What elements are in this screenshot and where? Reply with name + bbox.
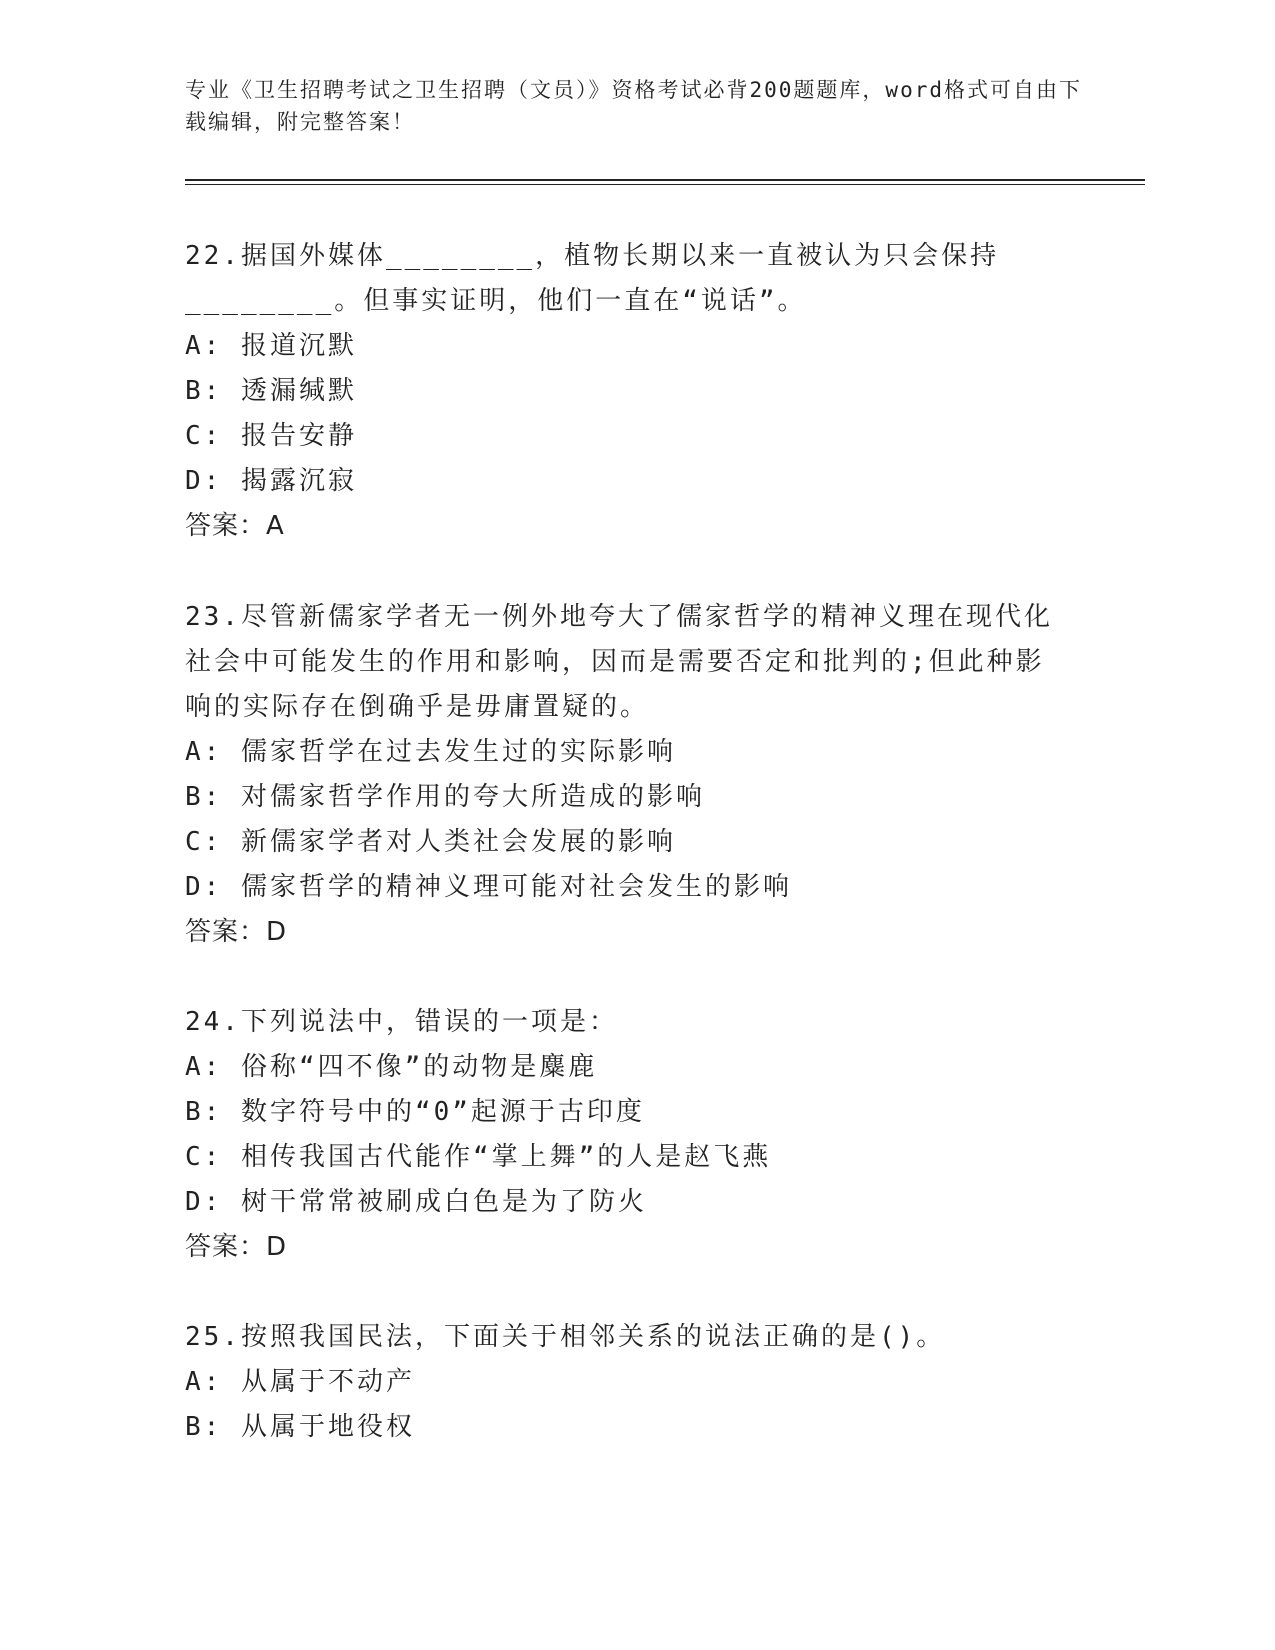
document-header: 专业《卫生招聘考试之卫生招聘（文员）》资格考试必背200题题库，word格式可自由下载编辑，附完整答案！: [185, 78, 1082, 134]
option-a: A: 报道沉默: [185, 331, 357, 361]
answer-label: 答案：D: [185, 917, 288, 947]
header-divider-thin: [185, 184, 1145, 185]
option-a: A: 从属于不动产: [185, 1367, 415, 1397]
option-d: D: 树干常常被刷成白色是为了防火: [185, 1187, 647, 1217]
question-stem: 23.尽管新儒家学者无一例外地夸大了儒家哲学的精神义理在现代化社会中可能发生的作用和影响，因而是需要否定和批判的;但此种影响的实际存在倒确乎是毋庸置疑的。: [185, 602, 1053, 722]
question-25: [185, 1315, 1065, 1450]
header-divider-thick: [185, 179, 1145, 181]
option-d: D: 儒家哲学的精神义理可能对社会发生的影响: [185, 872, 792, 902]
answer-label: 答案：D: [185, 1232, 288, 1262]
question-22: [185, 234, 1065, 549]
question-stem: 24.下列说法中，错误的一项是：: [185, 1007, 618, 1037]
answer-label: 答案：A: [185, 511, 285, 541]
option-a: A: 儒家哲学在过去发生过的实际影响: [185, 737, 676, 767]
question-stem: 22.据国外媒体________，植物长期以来一直被认为只会保持________。但事实证明，他们一直在“说话”。: [185, 241, 1000, 316]
question-23: [185, 595, 1065, 955]
option-c: C: 相传我国古代能作“掌上舞”的人是赵飞燕: [185, 1142, 772, 1172]
option-a: A: 俗称“四不像”的动物是麋鹿: [185, 1052, 598, 1082]
option-c: C: 新儒家学者对人类社会发展的影响: [185, 827, 676, 857]
option-b: B: 透漏缄默: [185, 376, 357, 406]
option-c: C: 报告安静: [185, 421, 357, 451]
option-b: B: 对儒家哲学作用的夸大所造成的影响: [185, 782, 705, 812]
option-b: B: 从属于地役权: [185, 1412, 415, 1442]
option-b: B: 数字符号中的“0”起源于古印度: [185, 1097, 645, 1127]
question-stem: 25.按照我国民法，下面关于相邻关系的说法正确的是()。: [185, 1322, 946, 1352]
option-d: D: 揭露沉寂: [185, 466, 357, 496]
question-24: [185, 1000, 1065, 1270]
